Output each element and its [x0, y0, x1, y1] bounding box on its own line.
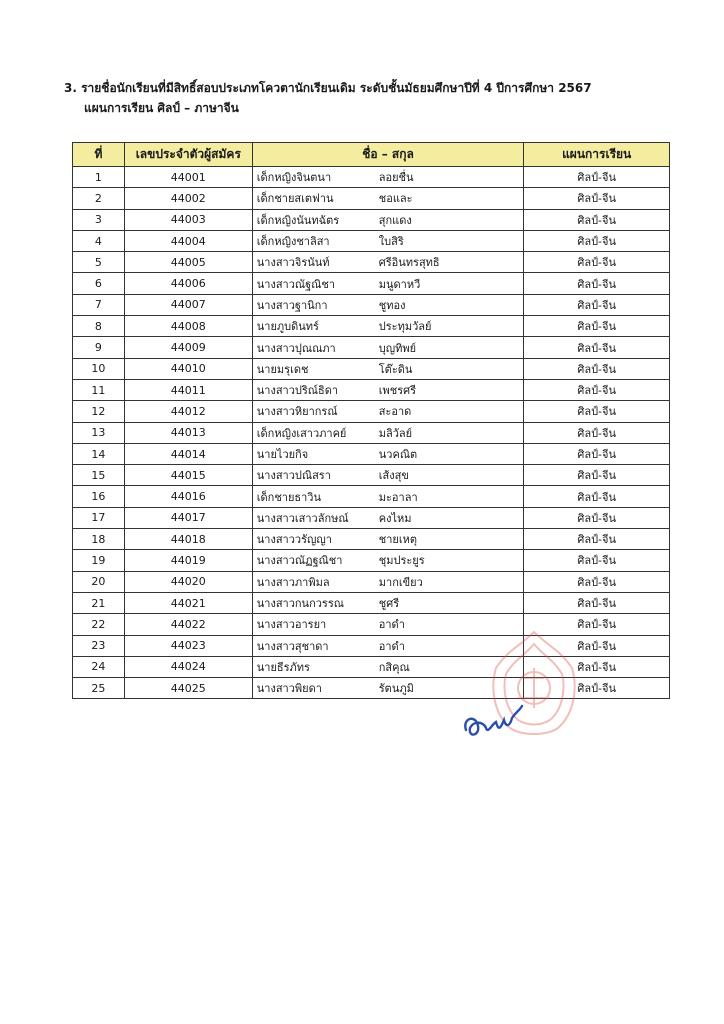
- student-surname: ใบสิริ: [378, 235, 404, 249]
- row-number: 14: [73, 443, 125, 464]
- study-plan: ศิลป์-จีน: [524, 422, 670, 443]
- table-row: [73, 486, 670, 507]
- student-name: นายธีรภัทร: [256, 660, 310, 674]
- student-full-name: [252, 252, 524, 273]
- student-name: นางสาวเสาวลักษณ์: [256, 511, 349, 525]
- student-surname: สะอาด: [378, 405, 412, 419]
- student-full-name: [252, 529, 524, 550]
- student-name: นางสาวณัฏฐณิชา: [256, 554, 343, 568]
- student-full-name: [252, 592, 524, 613]
- student-surname: สุกแดง: [378, 213, 412, 227]
- row-number: 15: [73, 465, 125, 486]
- table-row: [73, 230, 670, 251]
- applicant-id: 44017: [124, 507, 252, 528]
- student-name: นางสาวหิยากรณ์: [256, 405, 338, 419]
- applicant-id: 44005: [124, 252, 252, 273]
- table-row: [73, 422, 670, 443]
- study-plan: ศิลป์-จีน: [524, 443, 670, 464]
- table-row: [73, 337, 670, 358]
- student-surname: รัตนภูมิ: [378, 682, 414, 696]
- table-row: [73, 550, 670, 571]
- applicant-id: 44024: [124, 656, 252, 677]
- applicant-id: 44012: [124, 401, 252, 422]
- study-plan: ศิลป์-จีน: [524, 678, 670, 699]
- applicant-id: 44021: [124, 592, 252, 613]
- student-surname: ลอยชื่น: [378, 171, 414, 185]
- table-row: [73, 273, 670, 294]
- student-surname: กสิคุณ: [378, 660, 410, 674]
- study-plan: ศิลป์-จีน: [524, 358, 670, 379]
- student-name: นางสาวฐานิกา: [256, 298, 328, 312]
- student-full-name: [252, 294, 524, 315]
- row-number: 19: [73, 550, 125, 571]
- row-number: 7: [73, 294, 125, 315]
- row-number: 24: [73, 656, 125, 677]
- student-surname: ศรีอินทรสุทธิ: [378, 256, 440, 270]
- study-plan: ศิลป์-จีน: [524, 529, 670, 550]
- row-number: 18: [73, 529, 125, 550]
- student-surname: มนูดาหวี: [378, 277, 421, 291]
- heading-line-2: แผนการเรียน ศิลป์ – ภาษาจีน: [84, 101, 239, 115]
- row-number: 8: [73, 316, 125, 337]
- student-name: เด็กชายธาวิน: [256, 490, 322, 504]
- row-number: 3: [73, 209, 125, 230]
- study-plan: ศิลป์-จีน: [524, 230, 670, 251]
- header-no: ที่: [73, 143, 125, 167]
- table-row: [73, 252, 670, 273]
- applicant-id: 44015: [124, 465, 252, 486]
- study-plan: ศิลป์-จีน: [524, 592, 670, 613]
- student-name: เด็กหญิงนันทฉัตร: [256, 213, 340, 227]
- student-full-name: [252, 188, 524, 209]
- student-full-name: [252, 337, 524, 358]
- student-full-name: [252, 230, 524, 251]
- table-row: [73, 188, 670, 209]
- student-full-name: [252, 358, 524, 379]
- study-plan: ศิลป์-จีน: [524, 550, 670, 571]
- student-name: นายมรุเดช: [256, 362, 309, 376]
- table-row: [73, 678, 670, 699]
- student-full-name: [252, 422, 524, 443]
- student-surname: มะอาลา: [378, 490, 418, 504]
- student-full-name: [252, 656, 524, 677]
- row-number: 2: [73, 188, 125, 209]
- student-name: เด็กชายสเตฟาน: [256, 192, 334, 206]
- applicant-id: 44016: [124, 486, 252, 507]
- student-full-name: [252, 550, 524, 571]
- student-surname: นวคณิต: [378, 448, 418, 461]
- study-plan: ศิลป์-จีน: [524, 316, 670, 337]
- student-full-name: [252, 316, 524, 337]
- study-plan: ศิลป์-จีน: [524, 294, 670, 315]
- student-full-name: [252, 678, 524, 699]
- applicant-id: 44025: [124, 678, 252, 699]
- table-row: [73, 316, 670, 337]
- applicant-id: 44004: [124, 230, 252, 251]
- student-name: เด็กหญิงจินตนา: [256, 171, 332, 185]
- student-name: เด็กหญิงชาลิสา: [256, 235, 330, 249]
- study-plan: ศิลป์-จีน: [524, 401, 670, 422]
- applicant-id: 44018: [124, 529, 252, 550]
- student-surname: ชอและ: [378, 192, 413, 206]
- study-plan: ศิลป์-จีน: [524, 379, 670, 400]
- student-surname: มากเขียว: [378, 575, 423, 589]
- row-number: 5: [73, 252, 125, 273]
- study-plan: ศิลป์-จีน: [524, 252, 670, 273]
- row-number: 1: [73, 167, 125, 188]
- student-name: นายไวยกิจ: [256, 448, 309, 461]
- applicant-id: 44014: [124, 443, 252, 464]
- table-row: [73, 379, 670, 400]
- study-plan: ศิลป์-จีน: [524, 571, 670, 592]
- study-plan: ศิลป์-จีน: [524, 337, 670, 358]
- table-row: [73, 592, 670, 613]
- table-row: [73, 571, 670, 592]
- applicant-id: 44008: [124, 316, 252, 337]
- student-full-name: [252, 486, 524, 507]
- applicant-id: 44001: [124, 167, 252, 188]
- student-name: นางสาวณัฐณิชา: [256, 277, 336, 291]
- student-name: นางสาวอารยา: [256, 618, 327, 632]
- table-row: [73, 529, 670, 550]
- student-full-name: [252, 614, 524, 635]
- student-list-table: [72, 142, 670, 699]
- student-name: นางสาวปุณณภา: [256, 341, 336, 355]
- table-row: [73, 209, 670, 230]
- student-full-name: [252, 273, 524, 294]
- student-full-name: [252, 635, 524, 656]
- row-number: 22: [73, 614, 125, 635]
- study-plan: ศิลป์-จีน: [524, 188, 670, 209]
- student-full-name: [252, 507, 524, 528]
- student-name: นางสาวภาพิมล: [256, 575, 330, 589]
- student-name: นางสาวสุชาดา: [256, 639, 329, 653]
- table-row: [73, 635, 670, 656]
- student-name: นางสาวพิยดา: [256, 682, 322, 696]
- applicant-id: 44019: [124, 550, 252, 571]
- student-surname: คงไหม: [378, 511, 412, 525]
- row-number: 12: [73, 401, 125, 422]
- student-surname: มลิวัลย์: [378, 426, 413, 440]
- table-row: [73, 656, 670, 677]
- row-number: 10: [73, 358, 125, 379]
- applicant-id: 44007: [124, 294, 252, 315]
- applicant-id: 44023: [124, 635, 252, 656]
- applicant-id: 44022: [124, 614, 252, 635]
- student-full-name: [252, 167, 524, 188]
- applicant-id: 44011: [124, 379, 252, 400]
- table-row: [73, 167, 670, 188]
- table-header-row: [73, 143, 670, 167]
- student-name: นายภูบดินทร์: [256, 320, 319, 334]
- applicant-id: 44020: [124, 571, 252, 592]
- study-plan: ศิลป์-จีน: [524, 465, 670, 486]
- row-number: 25: [73, 678, 125, 699]
- student-name: เด็กหญิงเสาวภาคย์: [256, 426, 347, 440]
- student-name: นางสาวกนกวรรณ: [256, 597, 344, 611]
- student-surname: เพชรศรี: [378, 384, 417, 398]
- student-surname: ชูศรี: [378, 597, 400, 611]
- student-full-name: [252, 401, 524, 422]
- row-number: 4: [73, 230, 125, 251]
- document-heading: [64, 78, 592, 118]
- student-surname: ชุมประยูร: [378, 554, 425, 568]
- row-number: 16: [73, 486, 125, 507]
- table-row: [73, 294, 670, 315]
- student-full-name: [252, 443, 524, 464]
- student-full-name: [252, 465, 524, 486]
- table-row: [73, 401, 670, 422]
- applicant-id: 44006: [124, 273, 252, 294]
- applicant-id: 44010: [124, 358, 252, 379]
- header-name: ชื่อ – สกุล: [252, 143, 524, 167]
- study-plan: ศิลป์-จีน: [524, 507, 670, 528]
- student-surname: โต๊ะดิน: [378, 362, 413, 376]
- student-surname: อาดำ: [378, 618, 405, 632]
- row-number: 9: [73, 337, 125, 358]
- student-name: นางสาวปริณ์ธิดา: [256, 384, 339, 398]
- row-number: 21: [73, 592, 125, 613]
- row-number: 11: [73, 379, 125, 400]
- row-number: 23: [73, 635, 125, 656]
- applicant-id: 44002: [124, 188, 252, 209]
- heading-line-1: 3. รายชื่อนักเรียนที่มีสิทธิ์สอบประเภทโควตานักเรียนเดิม ระดับชั้นมัธยมศึกษาปีที่ 4 ปีการศึกษา 2567: [64, 81, 592, 95]
- table-row: [73, 443, 670, 464]
- table-row: [73, 507, 670, 528]
- applicant-id: 44013: [124, 422, 252, 443]
- student-surname: ชูทอง: [378, 298, 406, 312]
- row-number: 6: [73, 273, 125, 294]
- header-plan: แผนการเรียน: [524, 143, 670, 167]
- applicant-id: 44009: [124, 337, 252, 358]
- student-surname: อาดำ: [378, 639, 405, 653]
- table-row: [73, 614, 670, 635]
- student-full-name: [252, 379, 524, 400]
- student-surname: เส้งสุข: [378, 469, 409, 483]
- applicant-id: 44003: [124, 209, 252, 230]
- student-name: นางสาววรัญญา: [256, 533, 332, 547]
- row-number: 17: [73, 507, 125, 528]
- signature-icon: [458, 700, 528, 746]
- study-plan: ศิลป์-จีน: [524, 167, 670, 188]
- student-surname: บุญทิพย์: [378, 341, 417, 355]
- row-number: 13: [73, 422, 125, 443]
- study-plan: ศิลป์-จีน: [524, 635, 670, 656]
- study-plan: ศิลป์-จีน: [524, 486, 670, 507]
- header-applicant-id: เลขประจำตัวผู้สมัคร: [124, 143, 252, 167]
- study-plan: ศิลป์-จีน: [524, 273, 670, 294]
- study-plan: ศิลป์-จีน: [524, 614, 670, 635]
- table-row: [73, 465, 670, 486]
- table-row: [73, 358, 670, 379]
- student-name: นางสาวจิรนันท์: [256, 256, 330, 270]
- student-full-name: [252, 571, 524, 592]
- student-surname: ชายเหตุ: [378, 533, 418, 547]
- row-number: 20: [73, 571, 125, 592]
- student-full-name: [252, 209, 524, 230]
- study-plan: ศิลป์-จีน: [524, 656, 670, 677]
- student-name: นางสาวปณิสรา: [256, 469, 331, 483]
- study-plan: ศิลป์-จีน: [524, 209, 670, 230]
- student-surname: ประทุมวัลย์: [378, 320, 432, 334]
